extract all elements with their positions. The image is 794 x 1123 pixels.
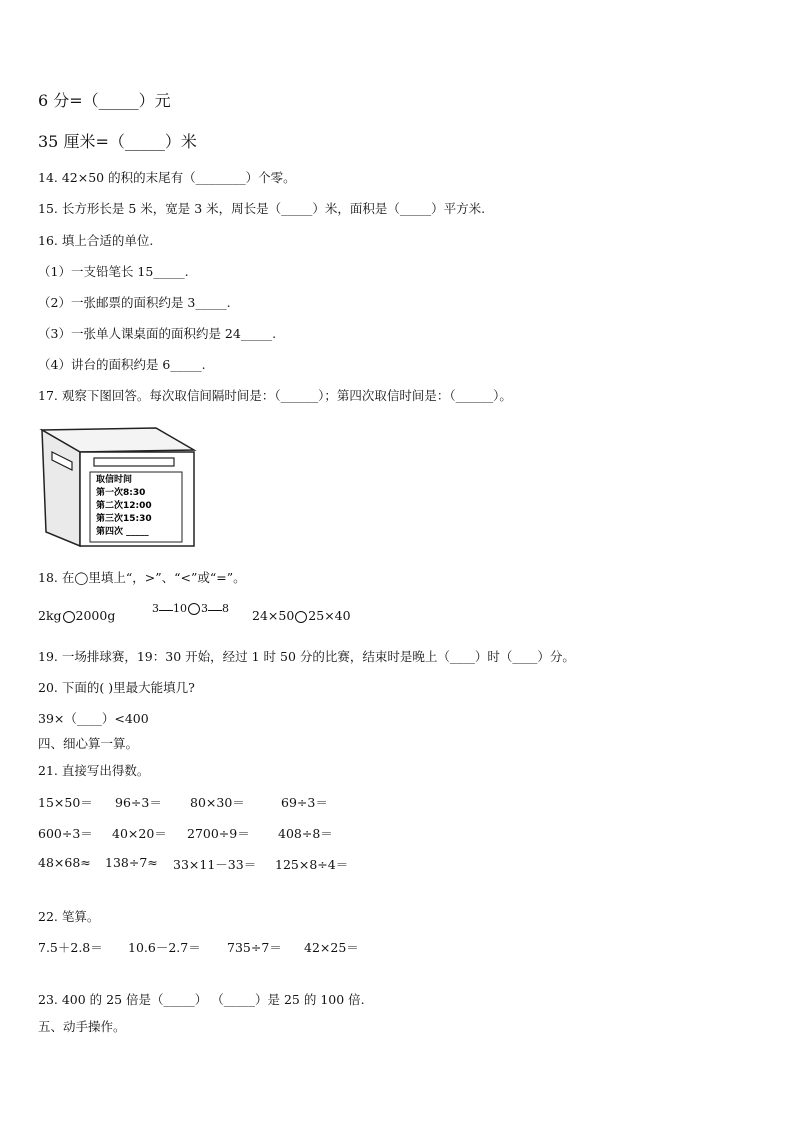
mailbox-time-3: 第三次15:30 <box>96 514 152 524</box>
compare-circle-icon[interactable] <box>63 611 75 623</box>
q21-cell: 138÷7≈ <box>105 855 158 870</box>
question-23: 23. 400 的 25 倍是（_____） （_____）是 25 的 100 倍. <box>38 992 365 1007</box>
fraction-left-numerator: 3 <box>152 601 159 615</box>
conversion-1: 6 分=（_____）元 <box>38 91 171 110</box>
q21-cell: 2700÷9＝ <box>187 826 250 841</box>
question-17: 17. 观察下图回答。每次取信间隔时间是：（______）；第四次取信时间是：（______）。 <box>38 388 512 403</box>
section-4-title: 四、细心算一算。 <box>38 736 139 751</box>
question-20: 20. 下面的( )里最大能填几? <box>38 680 195 695</box>
question-18: 18. 在◯里填上“，>”、“<”或“=”。 <box>38 570 246 585</box>
question-16: 16. 填上合适的单位. <box>38 233 154 248</box>
mailbox-time-2: 第二次12:00 <box>96 501 152 511</box>
mailbox-time-1: 第一次8:30 <box>96 488 146 498</box>
compare-b <box>152 600 229 615</box>
compare-circle-icon[interactable] <box>295 611 307 623</box>
q22-cell: 7.5＋2.8＝ <box>38 940 103 955</box>
section-5-title: 五、动手操作。 <box>38 1019 126 1034</box>
mailbox-title: 取信时间 <box>96 475 133 485</box>
q21-cell: 408÷8＝ <box>278 826 333 841</box>
mailbox-time-4: 第四次 _____ <box>96 527 149 537</box>
fraction-left-denominator: 10 <box>173 601 187 615</box>
fraction-bar <box>208 610 222 611</box>
q22-cell: 42×25＝ <box>304 940 359 955</box>
q21-cell: 33×11－33＝ <box>173 857 257 872</box>
question-19: 19. 一场排球赛，19：30 开始，经过 1 时 50 分的比赛，结束时是晚上（____）时（____）分。 <box>38 649 575 664</box>
question-15: 15. 长方形长是 5 米，宽是 3 米，周长是（_____）米，面积是（_____）平方米. <box>38 201 486 216</box>
compare-c-right: 25×40 <box>308 608 351 623</box>
q21-cell: 15×50＝ <box>38 795 93 810</box>
q21-cell: 40×20＝ <box>112 826 167 841</box>
question-16-1: （1）一支铅笔长 15_____. <box>38 264 189 279</box>
q21-cell: 69÷3＝ <box>281 795 328 810</box>
q21-cell: 600÷3＝ <box>38 826 93 841</box>
fraction-bar <box>159 610 173 611</box>
question-16-2: （2）一张邮票的面积约是 3_____. <box>38 295 231 310</box>
fraction-right-numerator: 3 <box>201 601 208 615</box>
question-16-4: （4）讲台的面积约是 6_____. <box>38 357 206 372</box>
compare-a-right: 2000g <box>75 608 116 623</box>
question-21: 21. 直接写出得数。 <box>38 763 150 778</box>
compare-circle-icon[interactable] <box>188 603 200 615</box>
question-22: 22. 笔算。 <box>38 909 100 924</box>
q21-cell: 125×8÷4＝ <box>275 857 349 872</box>
q22-cell: 10.6－2.7＝ <box>128 940 201 955</box>
q21-cell: 96÷3＝ <box>115 795 162 810</box>
fraction-right <box>201 603 229 615</box>
question-20-expression: 39×（____）<400 <box>38 711 149 726</box>
fraction-left <box>152 603 187 615</box>
question-14: 14. 42×50 的积的末尾有（________）个零。 <box>38 170 296 185</box>
q21-cell: 80×30＝ <box>190 795 245 810</box>
question-16-3: （3）一张单人课桌面的面积约是 24_____. <box>38 326 277 341</box>
mailbox-figure <box>38 422 198 548</box>
q22-cell: 735÷7＝ <box>227 940 282 955</box>
conversion-2: 35 厘米=（_____）米 <box>38 132 197 151</box>
fraction-right-denominator: 8 <box>222 601 229 615</box>
compare-c-left: 24×50 <box>252 608 295 623</box>
q21-cell: 48×68≈ <box>38 855 91 870</box>
compare-a-left: 2kg <box>38 608 62 623</box>
compare-c <box>252 608 351 623</box>
compare-a <box>38 608 115 623</box>
